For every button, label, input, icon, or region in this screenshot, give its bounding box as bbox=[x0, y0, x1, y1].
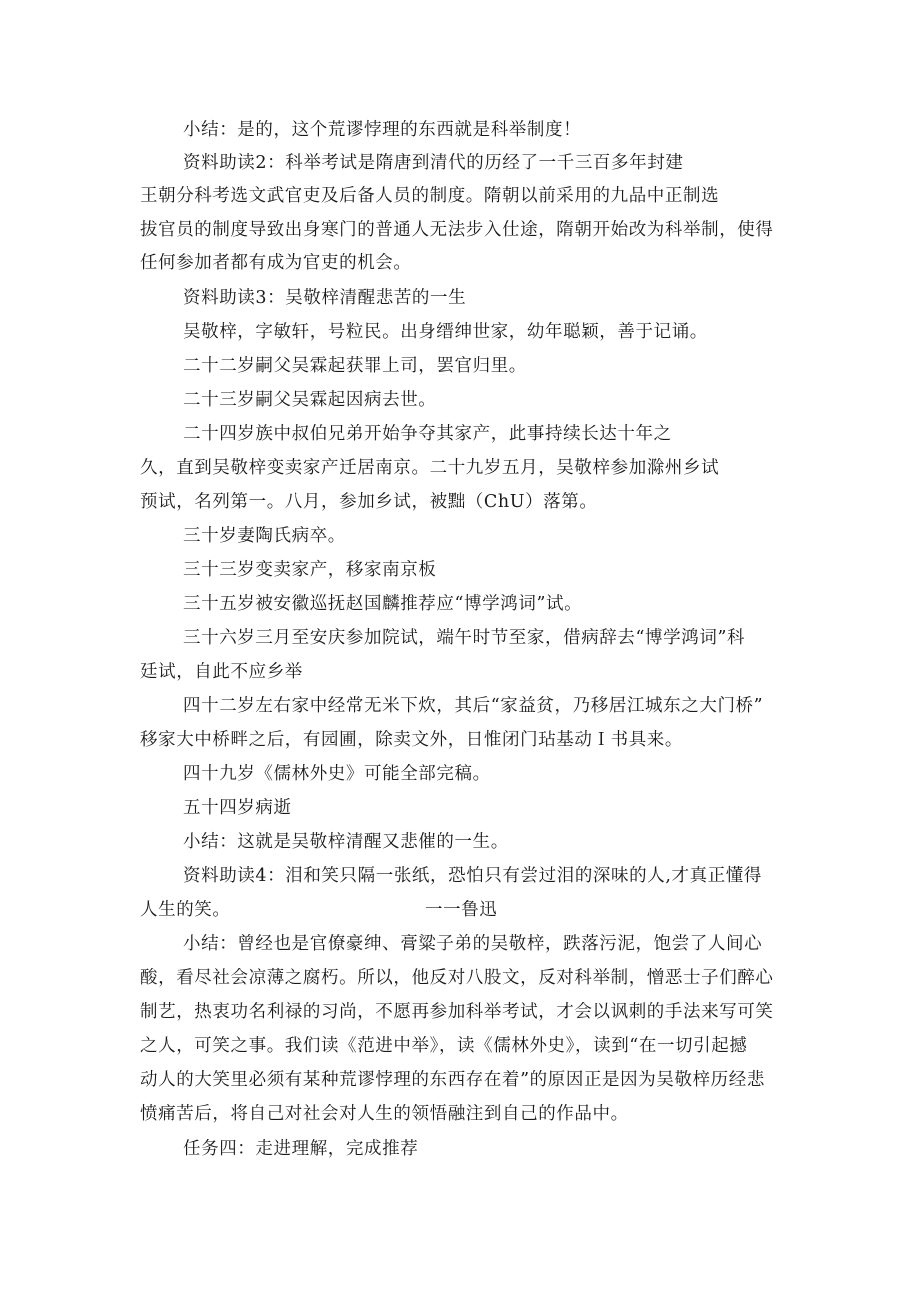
biography-age-23: 二十三岁嗣父吴霖起因病去世。 bbox=[183, 390, 437, 410]
quote-signature: 一一鲁迅 bbox=[425, 900, 498, 920]
reading-2-text-3: 任何参加者都有成为官吏的机会。 bbox=[140, 253, 412, 273]
summary-3-line-3: 制艺，热衷功名利禄的习尚，不愿再参加科举考试，才会以讽刺的手法来写可笑 bbox=[140, 1002, 774, 1022]
reading-2-heading: 资料助读2：科举考试是隋唐到清代的历经了一千三百多年封建 bbox=[183, 153, 684, 173]
biography-age-33: 三十三岁变卖家产，移家南京板 bbox=[183, 560, 437, 580]
reading-2-text-1: 王朝分科考选文武官吏及后备人员的制度。隋朝以前采用的九品中正制选 bbox=[140, 186, 720, 206]
biography-age-24-cont: 久，直到吴敬梓变卖家产迁居南京。二十九岁五月，吴敬梓参加滁州乡试 bbox=[140, 458, 720, 478]
reading-2-text-2: 拔官员的制度导致出身寒门的普通人无法步入仕途，隋朝开始改为科举制，使得 bbox=[140, 220, 774, 240]
reading-4-text: 人生的笑。 bbox=[140, 900, 231, 920]
biography-age-36-cont: 廷试，自此不应乡举 bbox=[140, 662, 303, 682]
biography-age-30: 三十岁妻陶氏病卒。 bbox=[183, 526, 346, 546]
summary-3-line-6: 愤痛苦后，将自己对社会对人生的领悟融注到自己的作品中。 bbox=[140, 1104, 629, 1124]
summary-line-1: 小结：是的，这个荒谬悖理的东西就是科举制度！ bbox=[183, 120, 582, 140]
reading-4-heading: 资料助读4：泪和笑只隔一张纸，恐怕只有尝过泪的深味的人,才真正懂得 bbox=[183, 866, 762, 886]
reading-3-heading: 资料助读3：吴敬梓清醒悲苦的一生 bbox=[183, 288, 467, 308]
biography-age-49: 四十九岁《儒林外史》可能全部完稿。 bbox=[183, 764, 491, 784]
summary-3-line-4: 之人，可笑之事。我们读《范进中举》，读《儒林外史》，读到“在一切引起撼 bbox=[140, 1036, 748, 1056]
biography-age-42: 四十二岁左右家中经常无米下炊，其后“家益贫，乃移居江城东之大门桥” bbox=[183, 696, 764, 716]
summary-3-line-5: 动人的大笑里必须有某种荒谬悖理的东西存在着”的原因正是因为吴敬梓历经悲 bbox=[140, 1070, 765, 1090]
task-4-heading: 任务四：走进理解，完成推荐 bbox=[183, 1139, 419, 1159]
summary-line-2: 小结：这就是吴敬梓清醒又悲催的一生。 bbox=[183, 832, 509, 852]
biography-intro: 吴敬梓，字敏轩，号粒民。出身缙绅世家，幼年聪颖，善于记诵。 bbox=[183, 322, 708, 342]
summary-3-line-1: 小结：曾经也是官僚豪绅、膏粱子弟的吴敬梓，跌落污泥，饱尝了人间心 bbox=[183, 934, 763, 954]
biography-age-24: 二十四岁族中叔伯兄弟开始争夺其家产，此事持续长达十年之 bbox=[183, 424, 672, 444]
biography-age-22: 二十二岁嗣父吴霖起获罪上司，罢官归里。 bbox=[183, 356, 527, 376]
biography-age-54: 五十四岁病逝 bbox=[183, 798, 292, 818]
biography-age-29: 预试，名列第一。八月，参加乡试，被黜（ChU）落第。 bbox=[140, 492, 598, 512]
summary-3-line-2: 酸，看尽社会凉薄之腐朽。所以，他反对八股文，反对科举制，憎恶士子们醉心 bbox=[140, 968, 774, 988]
biography-age-36: 三十六岁三月至安庆参加院试，端午时节至家，借病辞去“博学鸿词”科 bbox=[183, 628, 746, 648]
biography-age-35: 三十五岁被安徽巡抚赵国麟推荐应“博学鸿词”试。 bbox=[183, 594, 583, 614]
biography-age-42-cont: 移家大中桥畔之后，有园圃，除卖文外，日惟闭门玷基动Ｉ书具来。 bbox=[140, 730, 683, 750]
